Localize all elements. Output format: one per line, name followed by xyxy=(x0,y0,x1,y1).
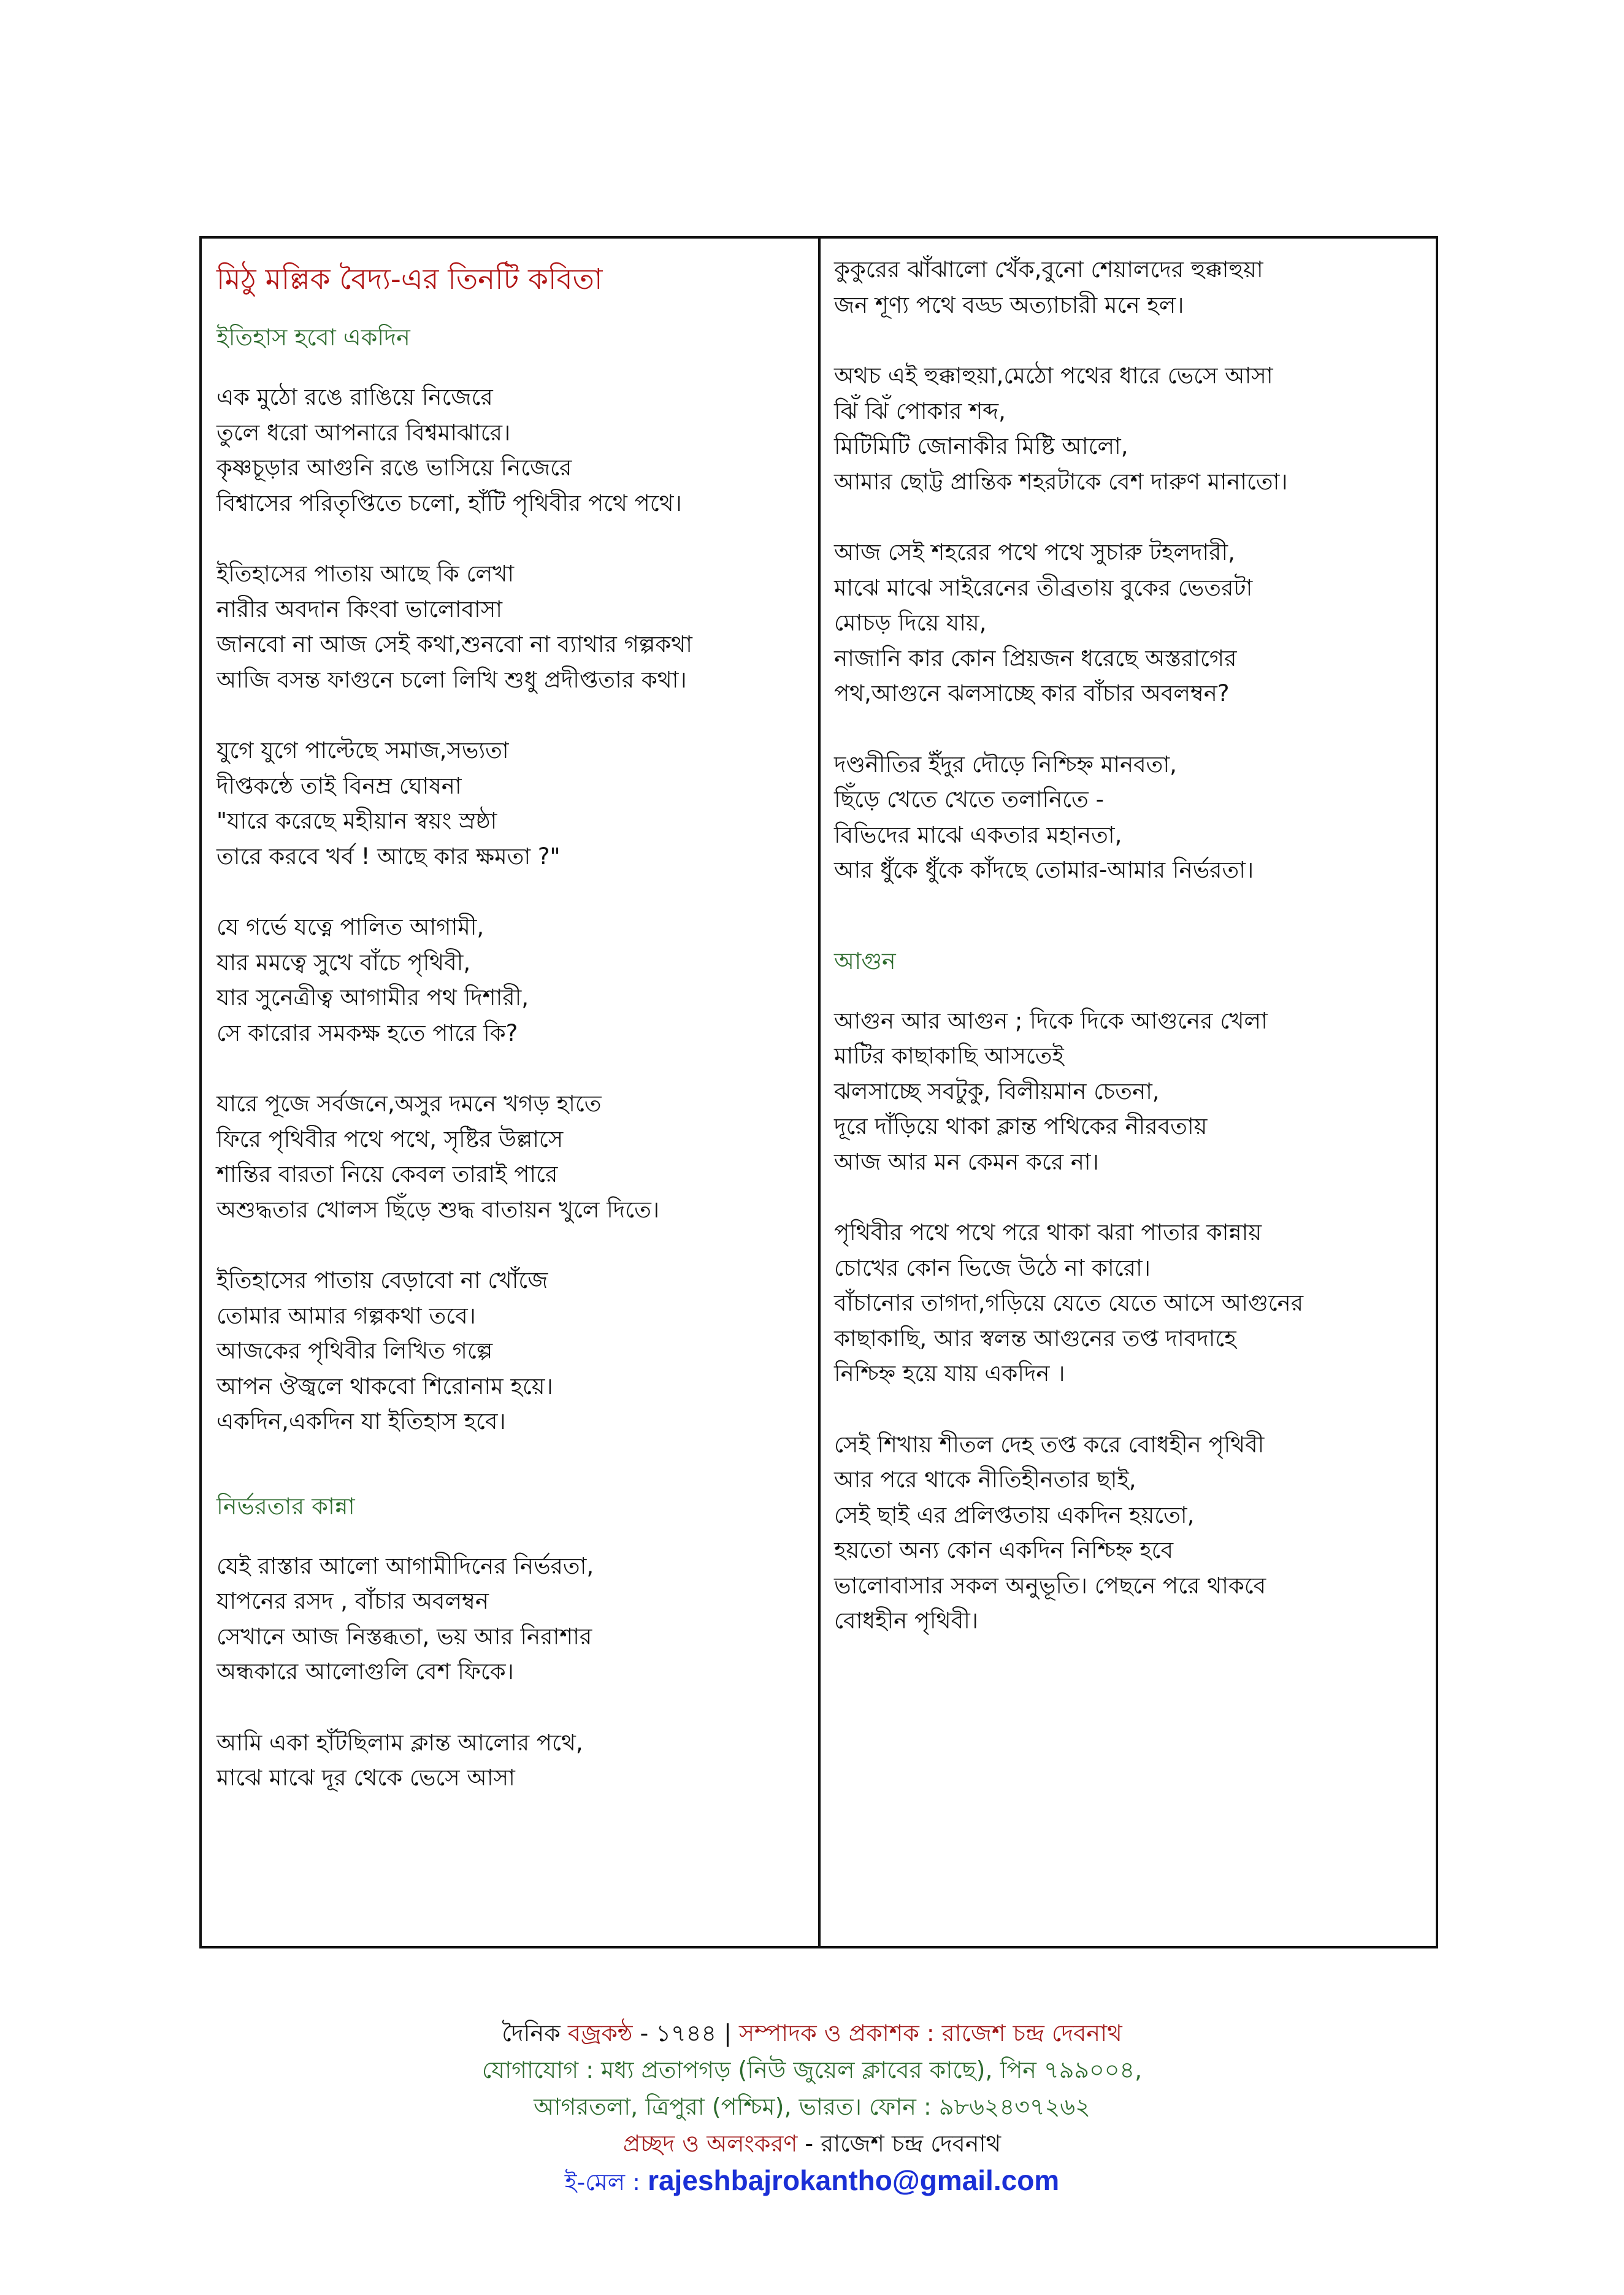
footer-email-label: ই-মেল : xyxy=(564,2169,648,2196)
poem-line: ছিঁড়ে খেতে খেতে তলানিতে - xyxy=(834,786,1104,813)
poem-line: তুলে ধরো আপনারে বিশ্বমাঝারে। xyxy=(216,419,511,446)
footer-cover-label: প্রচ্ছদ ও অলংকরণ xyxy=(622,2130,798,2157)
poem-line: এক মুঠো রঙে রাঙিয়ে নিজেরে xyxy=(216,384,493,410)
stanza xyxy=(216,1725,803,1796)
poem-line: আপন ঔজ্বলে থাকবো শিরোনাম হয়ে। xyxy=(216,1373,553,1400)
poem-line: শান্তির বারতা নিয়ে কেবল তারাই পারে xyxy=(216,1161,558,1187)
poem-line: যে গর্ভে যত্নে পালিত আগামী, xyxy=(216,914,485,940)
poem-line: ইতিহাসের পাতায় বেড়াবো না খোঁজে xyxy=(216,1267,548,1293)
poem-line: সেখানে আজ নিস্তব্ধতা, ভয় আর নিরাশার xyxy=(216,1623,592,1650)
poem-line: পথ,আগুনে ঝলসাচ্ছে কার বাঁচার অবলম্বন? xyxy=(834,680,1230,707)
poem-line: আর ধুঁকে ধুঁকে কাঁদছে তোমার-আমার নির্ভরতা। xyxy=(834,857,1254,883)
poem-line: নিশ্চিহ্ন হয়ে যায় একদিন । xyxy=(834,1360,1065,1387)
poem-line: বিভিদের মাঝে একতার মহানতা, xyxy=(834,821,1122,848)
stanza xyxy=(216,556,803,697)
poem-line: মিটিমিটি জোনাকীর মিষ্টি আলো, xyxy=(834,433,1128,459)
footer-address-line2: আগরতলা, ত্রিপুরা (পশ্চিম), ভারত। ফোন : ৯৮৬২৪৩৭২৬২ xyxy=(534,2093,1090,2120)
poem-line: চোখের কোন ভিজে উঠে না কারো। xyxy=(834,1254,1151,1281)
stanza xyxy=(216,380,803,521)
poem-line: অথচ এই হুক্কাহুয়া,মেঠো পথের ধারে ভেসে আসা xyxy=(834,362,1273,389)
poem-line: আমি একা হাঁটছিলাম ক্লান্ত আলোর পথে, xyxy=(216,1729,583,1756)
poem-line: আমার ছোট্ট প্রান্তিক শহরটাকে বেশ দারুণ মানাতো। xyxy=(834,468,1288,495)
stanza xyxy=(834,1215,1423,1392)
poem-line: ঝলসাচ্ছে সবটুকু, বিলীয়মান চেতনা, xyxy=(834,1078,1160,1105)
poem-line: মাটির কাছাকাছি আসতেই xyxy=(834,1043,1064,1069)
poem-line: তোমার আমার গল্পকথা তবে। xyxy=(216,1302,476,1329)
poem-line: ইতিহাসের পাতায় আছে কি লেখা xyxy=(216,561,515,587)
poem-line: নাজানি কার কোন প্রিয়জন ধরেছে অস্তরাগের xyxy=(834,645,1237,672)
poem-line: কাছাকাছি, আর স্বলন্ত আগুনের তপ্ত দাবদাহে xyxy=(834,1325,1236,1352)
stanza xyxy=(216,1549,803,1690)
poem-line: দূরে দাঁড়িয়ে থাকা ক্লান্ত পথিকের নীরবতায় xyxy=(834,1113,1208,1140)
footer-issue: - ১৭৪৪ | xyxy=(632,2020,739,2047)
poem-line: জানবো না আজ সেই কথা,শুনবো না ব্যাথার গল্পকথা xyxy=(216,631,692,657)
poem-line: নারীর অবদান কিংবা ভালোবাসা xyxy=(216,596,502,623)
footer-cover-name: - রাজেশ চন্দ্র দেবনাথ xyxy=(797,2130,1002,2157)
footer xyxy=(0,2015,1624,2201)
poem-line: যেই রাস্তার আলো আগামীদিনের নির্ভরতা, xyxy=(216,1552,594,1579)
stanza xyxy=(834,1003,1423,1180)
poem-line: মাঝে মাঝে সাইরেনের তীব্রতায় বুকের ভেতরটা xyxy=(834,574,1253,601)
poem-line: আজ সেই শহরের পথে পথে সুচারু টহলদারী, xyxy=(834,539,1235,565)
poem-line: বোধহীন পৃথিবী। xyxy=(834,1607,979,1634)
poem-line: হয়তো অন্য কোন একদিন নিশ্চিহ্ন হবে xyxy=(834,1537,1174,1563)
poem-line: অশুদ্ধতার খোলস ছিঁড়ে শুদ্ধ বাতায়ন খুলে দিতে। xyxy=(216,1196,660,1223)
stanza xyxy=(834,747,1423,888)
stanza xyxy=(834,1427,1423,1639)
poem-line: বাঁচানোর তাগদা,গড়িয়ে যেতে যেতে আসে আগুনের xyxy=(834,1290,1304,1316)
main-title: মিঠু মল্লিক বৈদ্য-এর তিনটি কবিতা xyxy=(216,262,603,296)
footer-address-line1: যোগাযোগ : মধ্য প্রতাপগড় (নিউ জুয়েল ক্লাবের কাছে), পিন ৭৯৯০০৪, xyxy=(481,2056,1143,2083)
poem-line: যার সুনেত্রীত্ব আগামীর পথ দিশারী, xyxy=(216,984,529,1011)
poem-line: মোচড় দিয়ে যায়, xyxy=(834,610,987,636)
poem-line: কৃষ্ণচূড়ার আগুনি রঙে ভাসিয়ে নিজেরে xyxy=(216,454,572,481)
poem-line: ভালোবাসার সকল অনুভূতি। পেছনে পরে থাকবে xyxy=(834,1572,1266,1599)
footer-email-link[interactable]: rajeshbajrokantho@gmail.com xyxy=(648,2164,1060,2196)
poem-line: তারে করবে খর্ব ! আছে কার ক্ষমতা ?" xyxy=(216,843,561,870)
poem-agun-body xyxy=(834,1003,1423,1639)
poem-line: আজি বসন্ত ফাগুনে চলো লিখি শুধু প্রদীপ্ততার কথা। xyxy=(216,666,687,693)
poem-line: "যারে করেছে মহীয়ান স্বয়ং স্রষ্ঠা xyxy=(216,808,497,834)
right-column xyxy=(821,239,1436,1674)
poem-frame xyxy=(199,236,1438,1948)
footer-publication-line xyxy=(0,2015,1624,2052)
stanza xyxy=(834,358,1423,499)
poem-line: যার মমত্বে সুখে বাঁচে পৃথিবী, xyxy=(216,949,471,976)
poem-title-agun: আগুন xyxy=(834,947,896,975)
poem-line: ঝিঁ ঝিঁ পোকার শব্দ, xyxy=(834,397,1006,424)
footer-cover-credit xyxy=(0,2125,1624,2162)
poem-line: আগুন আর আগুন ; দিকে দিকে আগুনের খেলা xyxy=(834,1007,1268,1034)
stanza xyxy=(216,1263,803,1439)
poem-line: আর পরে থাকে নীতিহীনতার ছাই, xyxy=(834,1466,1136,1493)
footer-paper-name: বজ্রকন্ঠ xyxy=(567,2020,633,2047)
poem-line: বিশ্বাসের পরিতৃপ্তিতে চলো, হাঁটি পৃথিবীর পথে পথে। xyxy=(216,489,682,516)
poem-line: মাঝে মাঝে দূর থেকে ভেসে আসা xyxy=(216,1764,515,1791)
poem-line: ফিরে পৃথিবীর পথে পথে, সৃষ্টির উল্লাসে xyxy=(216,1125,564,1152)
poem-line: পৃথিবীর পথে পথে পরে থাকা ঝরা পাতার কান্নায় xyxy=(834,1219,1262,1246)
poem-line: সেই শিখায় শীতল দেহ তপ্ত করে বোধহীন পৃথিবী xyxy=(834,1431,1265,1458)
poem-line: অন্ধকারে আলোগুলি বেশ ফিকে। xyxy=(216,1658,514,1685)
poem-line: আজ আর মন কেমন করে না। xyxy=(834,1148,1099,1175)
poem-line: একদিন,একদিন যা ইতিহাস হবে। xyxy=(216,1408,506,1435)
poem-line: যাপনের রসদ , বাঁচার অবলম্বন xyxy=(216,1588,489,1614)
poem-line: জন শূণ্য পথে বড্ড অত্যাচারী মনে হল। xyxy=(834,291,1184,318)
stanza xyxy=(216,733,803,874)
stanza xyxy=(834,535,1423,711)
poem-title-itihas: ইতিহাস হবো একদিন xyxy=(216,324,410,351)
stanza xyxy=(216,1086,803,1227)
poem-line: সেই ছাই এর প্রলিপ্ততায় একদিন হয়তো, xyxy=(834,1501,1195,1528)
poem-line: দণ্ডনীতির ইঁদুর দৌড়ে নিশ্চিহ্ন মানবতা, xyxy=(834,751,1177,778)
poem-line: যারে পূজে সর্বজনে,অসুর দমনে খগড় হাতে xyxy=(216,1090,602,1117)
footer-editor: সম্পাদক ও প্রকাশক : রাজেশ চন্দ্র দেবনাথ xyxy=(738,2020,1122,2047)
poem-line: আজকের পৃথিবীর লিখিত গল্পে xyxy=(216,1338,493,1364)
poem-nirbharata-continued xyxy=(834,252,1423,888)
poem-title-nirbharatar-kanna: নির্ভরতার কান্না xyxy=(216,1492,355,1520)
stanza xyxy=(216,910,803,1051)
poem-itihas-body xyxy=(216,380,803,1439)
stanza xyxy=(834,252,1423,323)
footer-email-line xyxy=(0,2162,1624,2201)
poem-line: দীপ্তকন্ঠে তাই বিনম্র ঘোষনা xyxy=(216,772,462,799)
left-column xyxy=(202,239,818,1831)
footer-daily: দৈনিক xyxy=(502,2020,568,2047)
poem-line: যুগে যুগে পাল্টেছে সমাজ,সভ্যতা xyxy=(216,737,509,764)
poem-line: কুকুরের ঝাঁঝালো খেঁক,বুনো শেয়ালদের হুক্কাহুয়া xyxy=(834,256,1263,283)
poem-line: সে কারোর সমকক্ষ হতে পারে কি? xyxy=(216,1019,518,1046)
poem-nirbharata-body xyxy=(216,1549,803,1796)
